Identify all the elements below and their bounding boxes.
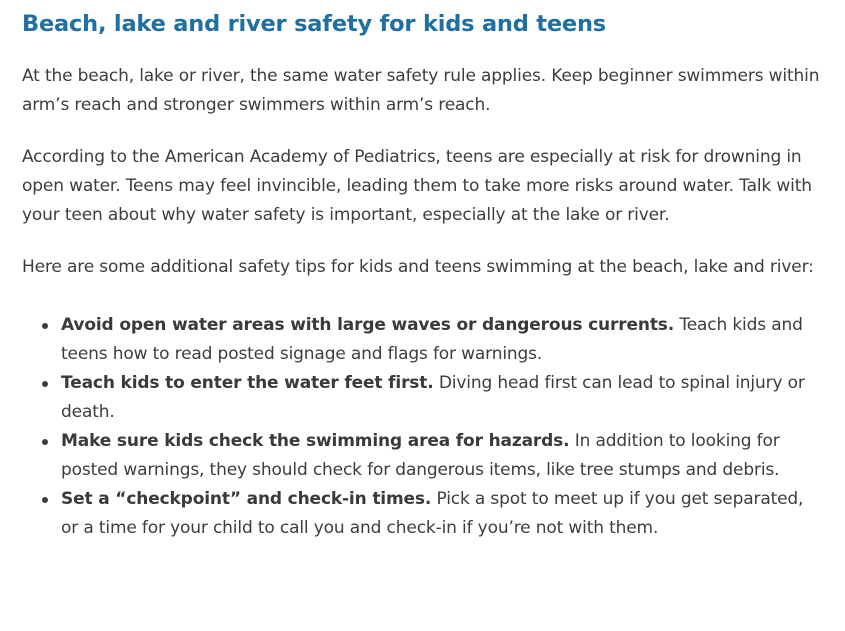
bullet-icon	[42, 439, 48, 445]
safety-tip-feet-first	[61, 369, 822, 427]
tip-text: Pick a spot to meet up if you get separated, or a time for your child to call you and check-in if you’re not with them.	[61, 489, 804, 538]
tip-heading: Set a “checkpoint” and check-in times.	[61, 489, 432, 509]
safety-tip-hazards	[61, 427, 822, 485]
bullet-icon	[42, 381, 48, 387]
tip-text: In addition to looking for posted warnings, they should check for dangerous items, like tree stumps and debris.	[61, 431, 780, 480]
bullet-icon	[42, 323, 48, 329]
tip-heading: Avoid open water areas with large waves or dangerous currents.	[61, 315, 675, 335]
safety-tip-waves	[61, 311, 822, 369]
article-heading: Beach, lake and river safety for kids and teens	[22, 11, 606, 37]
tip-heading: Teach kids to enter the water feet first.	[61, 373, 434, 393]
tips-intro-paragraph: Here are some additional safety tips for kids and teens swimming at the beach, lake and river:	[22, 257, 814, 277]
teens-risk-paragraph: According to the American Academy of Pediatrics, teens are especially at risk for drowning in open water. Teens may feel invincible, leading them to take more risks around water. Talk with your teen about why water safety is important, especially at the lake or river.	[22, 147, 812, 225]
tip-text: Diving head first can lead to spinal injury or death.	[61, 373, 805, 422]
safety-tips-list	[22, 311, 822, 543]
bullet-icon	[42, 497, 48, 503]
safety-tip-checkpoint	[61, 485, 822, 543]
tip-heading: Make sure kids check the swimming area for hazards.	[61, 431, 570, 451]
tip-text: Teach kids and teens how to read posted signage and flags for warnings.	[61, 315, 803, 364]
intro-paragraph: At the beach, lake or river, the same water safety rule applies. Keep beginner swimmers within arm’s reach and stronger swimmers within arm’s reach.	[22, 66, 820, 115]
